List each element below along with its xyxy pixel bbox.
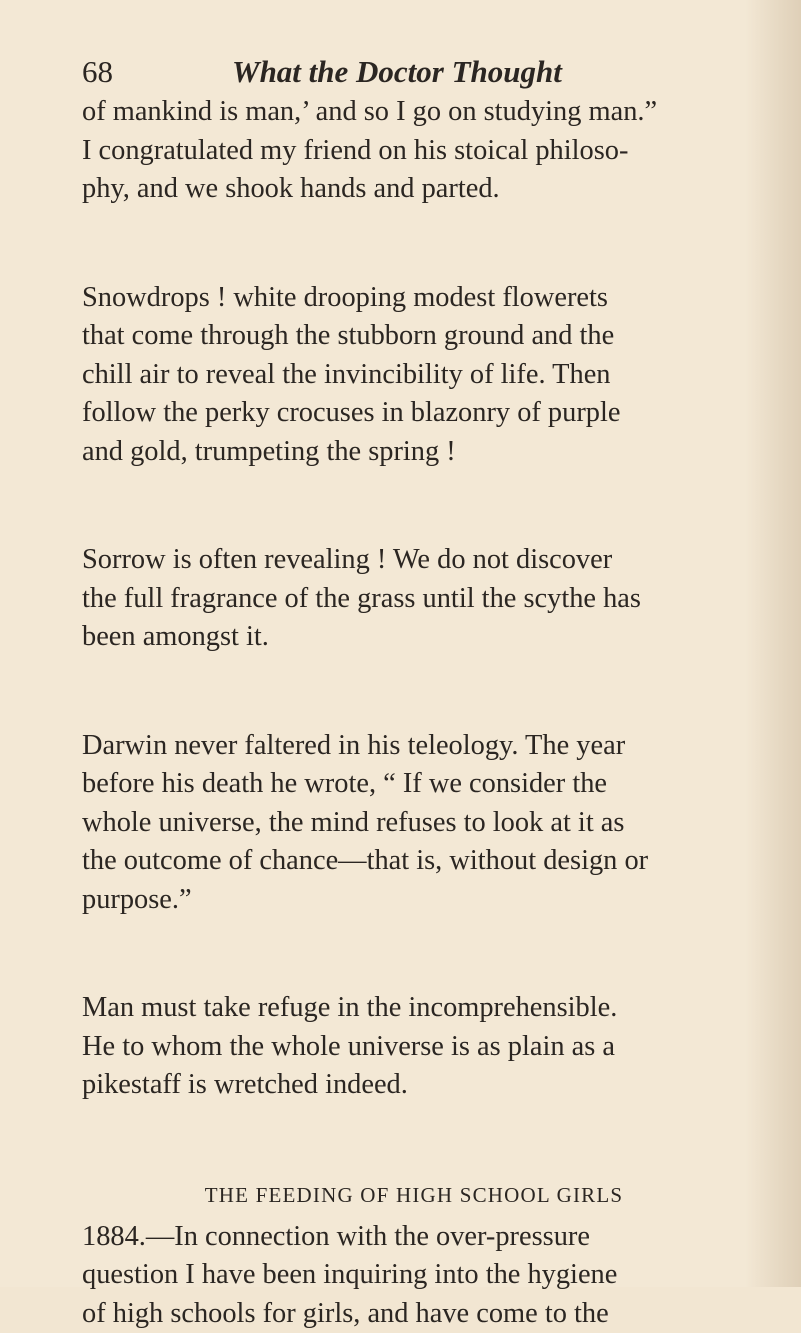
text-line: been amongst it. — [82, 618, 742, 657]
text-line: pikestaff is wretched indeed. — [82, 1066, 742, 1105]
text-line: question I have been inquiring into the hygiene — [82, 1256, 742, 1295]
text-line: He to whom the whole universe is as plain as a — [82, 1028, 742, 1067]
paragraph-1 — [82, 93, 742, 209]
text-line: Snowdrops ! white drooping modest flowerets — [82, 279, 742, 318]
section-paragraph — [82, 1218, 742, 1333]
text-line: phy, and we shook hands and parted. — [82, 170, 742, 209]
text-line: chill air to reveal the invincibility of life. Then — [82, 356, 742, 395]
text-line: Man must take refuge in the incomprehensible. — [82, 989, 742, 1028]
paragraph-gap — [82, 209, 742, 279]
text-line: before his death he wrote, “ If we consider the — [82, 765, 742, 804]
text-line: Sorrow is often revealing ! We do not discover — [82, 541, 742, 580]
text-line: 1884.—In connection with the over-pressure — [82, 1218, 742, 1257]
text-line: of mankind is man,’ and so I go on studying man.” — [82, 93, 742, 132]
paragraph-4 — [82, 727, 742, 920]
text-line: the outcome of chance—that is, without design or — [82, 842, 742, 881]
text-line: whole universe, the mind refuses to look at it as — [82, 804, 742, 843]
text-line: and gold, trumpeting the spring ! — [82, 433, 742, 472]
paragraph-5 — [82, 989, 742, 1105]
text-line: I congratulated my friend on his stoical philoso- — [82, 132, 742, 171]
running-head — [82, 50, 742, 94]
page-number: 68 — [82, 50, 113, 94]
section-heading: THE FEEDING OF HIGH SCHOOL GIRLS — [82, 1176, 742, 1214]
paragraph-gap — [82, 657, 742, 727]
paragraph-3 — [82, 541, 742, 657]
running-title: What the Doctor Thought — [232, 50, 562, 94]
text-line: purpose.” — [82, 881, 742, 920]
text-line: Darwin never faltered in his teleology. The year — [82, 727, 742, 766]
text-line: the full fragrance of the grass until the scythe has — [82, 580, 742, 619]
paragraph-gap — [82, 471, 742, 541]
text-line: that come through the stubborn ground and the — [82, 317, 742, 356]
text-line: of high schools for girls, and have come to the — [82, 1295, 742, 1333]
paragraph-gap — [82, 919, 742, 989]
paragraph-2 — [82, 279, 742, 472]
text-line: follow the perky crocuses in blazonry of purple — [82, 394, 742, 433]
body-text — [82, 93, 742, 1333]
